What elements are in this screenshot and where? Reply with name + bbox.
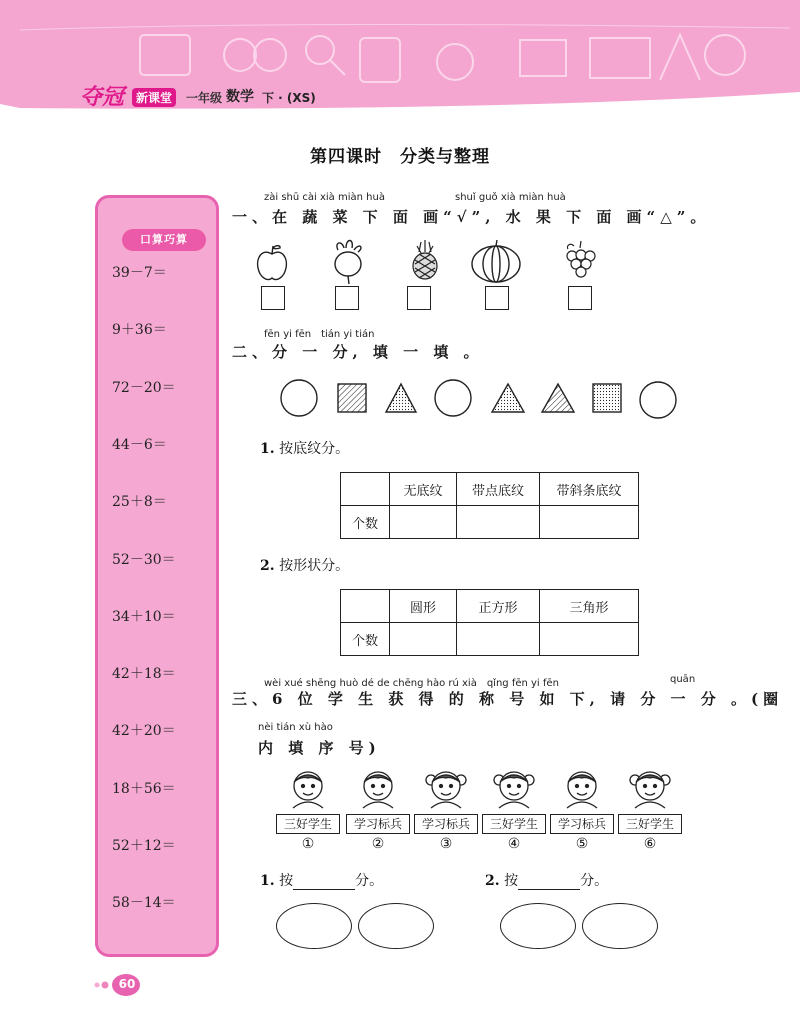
answer-cell[interactable]: [390, 506, 457, 539]
sidebar-problem: 42＋20＝: [112, 723, 176, 740]
answer-box[interactable]: [568, 286, 592, 310]
student-title-tag: 三好学生: [618, 814, 682, 834]
student-avatar-icon: [489, 766, 539, 812]
grade-label: 一年级: [186, 91, 223, 105]
answer-cell[interactable]: [457, 623, 540, 656]
answer-cell[interactable]: [540, 506, 639, 539]
section1-title: 一、在 蔬 菜 下 面 画“√”, 水 果 下 面 画“△”。: [232, 208, 711, 226]
apple-icon: [258, 246, 287, 280]
sidebar-problem: 44－6＝: [112, 436, 167, 453]
sidebar-problem: 34＋10＝: [112, 608, 176, 625]
col-header-circle: 圆形: [390, 590, 457, 623]
section3-title: 三、6 位 学 生 获 得 的 称 号 如 下, 请 分 一 分 。(圈: [232, 690, 784, 708]
student-avatar-icon: [421, 766, 471, 812]
table-by-shape: [340, 589, 639, 656]
col-header-dotted: 带点底纹: [457, 473, 540, 506]
table-row: [341, 473, 639, 506]
table-row: [341, 590, 639, 623]
student-avatar-icon: [353, 766, 403, 812]
sidebar-problem: 25＋8＝: [112, 494, 167, 511]
answer-box[interactable]: [335, 286, 359, 310]
answer-ellipse[interactable]: [500, 903, 576, 949]
answer-blank[interactable]: [518, 875, 580, 890]
col-header-triangle: 三角形: [540, 590, 639, 623]
shape-circle-1: [281, 380, 317, 416]
student-number: ④: [507, 836, 521, 852]
answer-ellipse[interactable]: [358, 903, 434, 949]
page-header: [0, 0, 800, 118]
shape-triangle-striped: [542, 384, 574, 412]
answer-ellipse[interactable]: [582, 903, 658, 949]
row-label-count: 个数: [341, 506, 390, 539]
student-number: ①: [301, 836, 315, 852]
student-avatar-icon: [557, 766, 607, 812]
shape-square-dotted: [593, 384, 621, 412]
sidebar-problem: 18＋56＝: [112, 780, 176, 797]
answer-cell[interactable]: [457, 506, 540, 539]
section1-pinyin-b: shuǐ guǒ xià miàn huà: [455, 192, 566, 203]
section2-question-1: 1. 按底纹分。: [260, 441, 350, 457]
section2-pinyin: fēn yi fēn tián yi tián: [264, 329, 375, 340]
student-title-tag: 三好学生: [482, 814, 546, 834]
section2-title: 二、分 一 分, 填 一 填 。: [232, 343, 484, 361]
pumpkin-icon: [472, 240, 520, 282]
student-title-tag: 学习标兵: [550, 814, 614, 834]
student-title-tag: 学习标兵: [414, 814, 478, 834]
shapes-row: [278, 378, 688, 424]
row-label-count: 个数: [341, 623, 390, 656]
series-name: 新课堂: [132, 88, 176, 107]
student-title-tag: 学习标兵: [346, 814, 410, 834]
student-title-tag: 三好学生: [276, 814, 340, 834]
section3-pinyin-a: wèi xué shēng huò dé de chēng hào rú xià qǐng fēn yi fēn: [264, 678, 559, 689]
section3-question-2: 2. 按 分。: [485, 873, 609, 889]
produce-row: [250, 238, 610, 288]
section2-question-2: 2. 按形状分。: [260, 558, 350, 574]
col-header-striped: 带斜条底纹: [540, 473, 639, 506]
section1-pinyin-a: zài shū cài xià miàn huà: [264, 192, 385, 203]
sidebar-problem: 72－20＝: [112, 379, 176, 396]
shape-triangle-dotted-1: [386, 384, 416, 412]
answer-ellipse[interactable]: [276, 903, 352, 949]
table-row: [341, 623, 639, 656]
pineapple-icon: [413, 240, 437, 279]
student-number: ⑤: [575, 836, 589, 852]
radish-icon: [335, 241, 361, 285]
shape-circle-2: [435, 380, 471, 416]
grapes-icon: [567, 241, 595, 277]
student-number: ⑥: [643, 836, 657, 852]
shape-square-striped: [338, 384, 366, 412]
page-number: 60: [118, 977, 136, 991]
sidebar-badge: 口算巧算: [122, 229, 206, 251]
section3-pinyin-b: quān: [670, 674, 696, 685]
col-header-square: 正方形: [457, 590, 540, 623]
table-row: [341, 506, 639, 539]
answer-box[interactable]: [261, 286, 285, 310]
answer-blank[interactable]: [293, 875, 355, 890]
page-footer: [92, 972, 152, 1002]
sidebar-problem: 42＋18＝: [112, 666, 176, 683]
student-avatar-icon: [283, 766, 333, 812]
section3-pinyin-c: nèi tián xù hào: [258, 722, 333, 733]
student-number: ②: [371, 836, 385, 852]
shape-circle-3: [640, 382, 676, 418]
section3-question-1: 1. 按 分。: [260, 873, 384, 889]
answer-box[interactable]: [407, 286, 431, 310]
student-number: ③: [439, 836, 453, 852]
col-header-no-pattern: 无底纹: [390, 473, 457, 506]
lesson-title: 第四课时 分类与整理: [310, 147, 490, 167]
brand-logo: 夺冠: [80, 85, 125, 110]
answer-cell[interactable]: [540, 623, 639, 656]
section3-title-cont: 内 填 序 号): [258, 739, 381, 757]
answer-box[interactable]: [485, 286, 509, 310]
subject-label: 数学: [226, 89, 254, 105]
student-avatar-icon: [625, 766, 675, 812]
table-by-pattern: [340, 472, 639, 539]
answer-cell[interactable]: [390, 623, 457, 656]
sidebar-problem: 52－30＝: [112, 551, 176, 568]
sidebar-problem: 39－7＝: [112, 265, 167, 281]
volume-label: 下 · (XS): [262, 91, 316, 105]
sidebar-problem: 52＋12＝: [112, 838, 176, 854]
sidebar-problem: 58－14＝: [112, 895, 176, 912]
sidebar-problem: 9＋36＝: [112, 322, 167, 339]
shape-triangle-dotted-2: [492, 384, 524, 412]
